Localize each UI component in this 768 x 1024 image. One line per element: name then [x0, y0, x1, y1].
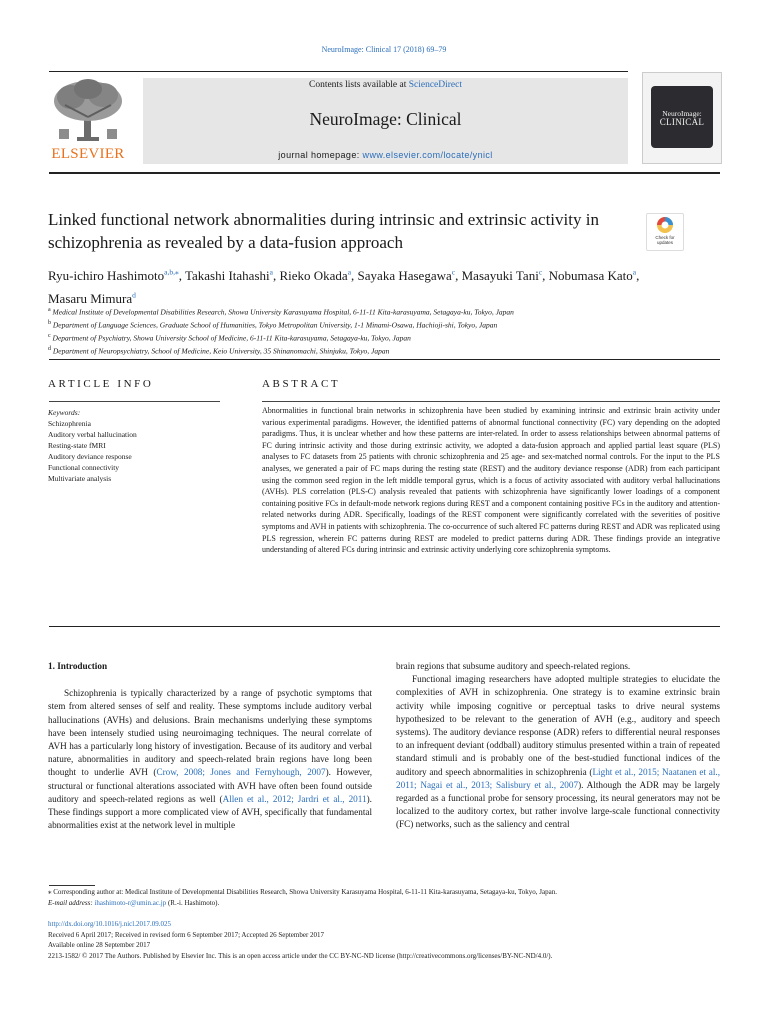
keyword-item: Schizophrenia [48, 419, 91, 428]
doi-link[interactable]: http://dx.doi.org/10.1016/j.nicl.2017.09.025 [48, 920, 171, 928]
author-name: Masayuki Tani [461, 268, 539, 284]
contents-line [143, 80, 628, 90]
affiliation-label: a [48, 307, 51, 313]
paragraph-text: ). Although the ADR may be largely regarded as a functional probe for sensory processing, its neural generators may not be localized to the auditory cortex, but rather involve large-scale functional connectivity (FC) networks, such as the saliency and central [396, 779, 720, 830]
keywords-block [48, 407, 218, 484]
keyword-item: Multivariate analysis [48, 474, 112, 483]
journal-cover-text [653, 110, 711, 126]
license-line: 2213-1582/ © 2017 The Authors. Published by Elsevier Inc. This is an open access article under the CC BY-NC-ND license (http://creativecommons.org/licenses/BY-NC-ND/4.0/). [48, 951, 553, 960]
author-name: Takashi Itahashi [184, 268, 270, 284]
author-affil-sup[interactable]: a [632, 268, 637, 277]
article-info-heading: ARTICLE INFO [48, 378, 154, 390]
journal-cover-image[interactable] [642, 72, 722, 164]
author-affil-sup[interactable]: c [538, 268, 543, 277]
check-updates-icon [647, 214, 683, 236]
affiliation-text: Department of Neuropsychiatry, School of Medicine, Keio University, 35 Shinanomachi, Shinjuku, Tokyo, Japan [52, 346, 390, 356]
author-entry[interactable] [279, 268, 357, 283]
author-name: Rieko Okada [279, 268, 348, 284]
affiliation-item [48, 318, 688, 331]
body-paragraph [48, 687, 372, 832]
affiliation-label: c [48, 333, 51, 339]
citation-link[interactable]: Allen et al., 2012; Jardri et al., 2011 [222, 793, 367, 804]
author-affil-sup[interactable]: c [451, 268, 456, 277]
abstract-text: Abnormalities in functional brain networks in schizophrenia have been studied by examining intrinsic and extrinsic brain activity under various experimental paradigms. However, the identified patterns of abnormal functional connectivity (FC) vary depending on the adopted paradigms. Thus, it is unclear whether and how these patterns are inter-related. In order to assess relationships between abnormal patterns of FC during intrinsic activity and those during extrinsic activity, we adopted a data-fusion approach and applied partial least square (PLS) analyses to FC datasets from 25 patients with chronic schizophrenia and 25 age- and sex-matched normal controls. For the input to the PLS analyses, we generated a pair of FC maps during the resting state (REST) and the auditory deviance response (ADR) from each participant using the common seed region in the left middle temporal gyrus, which is a focus of activity associated with auditory verbal hallucinations (AVHs). PLS correlation (PLS-C) analysis revealed that patients with schizophrenia have significantly lower loadings of a component containing positive FCs in default-mode network regions during REST and a component containing positive FCs in the auditory and attention-related networks during ADR. Specifically, loadings of the REST component were significantly correlated with the severities of positive symptoms and AVH in patients with schizophrenia. The co-occurrence of such altered FC patterns during REST and ADR was replicated using PLS regression, wherein FC patterns during REST are modeled to predict patterns during ADR. These findings provide an integrative understanding of altered FCs during intrinsic and extrinsic activity underlying core schizophrenia symptoms. [262, 406, 720, 555]
section-divider [49, 359, 720, 360]
homepage-label: journal homepage: [278, 150, 363, 160]
elsevier-tree-icon [47, 77, 129, 145]
affiliation-text: Department of Psychiatry, Showa University School of Medicine, 6-11-11 Kita-karasuyama, Setagaya-ku, Tokyo, Japan [52, 333, 411, 343]
introduction-heading: 1. Introduction [48, 661, 108, 671]
article-info-rule [49, 401, 220, 402]
author-affil-sup[interactable]: a,b,⁎ [164, 268, 179, 277]
author-separator: , [636, 268, 640, 284]
email-owner: (R.-i. Hashimoto). [166, 899, 220, 907]
affiliation-item [48, 331, 688, 344]
article-metadata [48, 919, 738, 961]
paragraph-text: ). These findings support a more complicated view of AVH, specifically that fundamental abnormalities exist at the network level in multiple [48, 793, 372, 831]
author-affil-sup[interactable]: a [269, 268, 273, 277]
keyword-item: Resting-state fMRI [48, 441, 106, 450]
footnote-rule [49, 885, 95, 886]
author-entry[interactable] [48, 268, 185, 283]
affiliation-item [48, 305, 688, 318]
corresponding-author-note: ⁎ Corresponding author at: Medical Institute of Developmental Disabilities Research, Showa University Karasuyama Hospital, 6-11-11 Kita-karasuyama, Setagaya-ku, Tokyo, Japan. [48, 888, 557, 896]
keyword-item: Auditory deviance response [48, 452, 132, 461]
paragraph-text: Functional imaging researchers have adopted multiple strategies to elucidate the complexities of AVH in schizophrenia. One strategy is to examine extrinsic brain activity while imposing cognitive or perceptual tasks to drive neural systems hypothesized to be relevant to the generation of AVH (e.g., auditory and speech systems). The auditory deviance response (ADR) refers to differential neural responses to an infrequent deviant (oddball) auditory stimulus presented within a train of repeated standard stimuli and is probably one of the best-studied functional indices of the auditory and speech abnormalities in schizophrenia ( [396, 674, 720, 777]
author-list [48, 263, 648, 308]
affiliation-item [48, 344, 688, 357]
body-paragraph [396, 673, 720, 831]
header-bottom-rule [49, 172, 720, 174]
author-entry[interactable] [358, 268, 462, 283]
affiliation-text: Department of Language Sciences, Graduate School of Humanities, Tokyo Metropolitan University, 1-1 Minami-Osawa, Hachioji-shi, Tokyo, Japan [52, 320, 498, 330]
elsevier-logo[interactable] [47, 77, 129, 163]
author-affil-sup[interactable]: a [347, 268, 352, 277]
footnotes [48, 887, 728, 909]
elsevier-wordmark: ELSEVIER [51, 146, 125, 162]
check-updates-label: Check for updates [655, 235, 675, 245]
body-paragraph: brain regions that subsume auditory and speech-related regions. [396, 661, 631, 671]
author-name: Ryu-ichiro Hashimoto [48, 268, 165, 284]
author-entry[interactable] [48, 291, 136, 306]
keyword-item: Functional connectivity [48, 463, 120, 472]
check-for-updates-badge[interactable] [646, 213, 684, 251]
author-name: Nobumasa Kato [548, 268, 633, 284]
cover-title-line2: CLINICAL [659, 117, 705, 127]
section-divider [49, 626, 720, 627]
author-affil-sup[interactable]: d [132, 290, 136, 300]
paragraph-text: Schizophrenia is typically characterized by a range of psychotic symptoms that stem from altered senses of self and reality. These symptoms include auditory verbal hallucinations (AVHs) and delusions. Brain mechanisms underlying these symptoms have been intensely studied using neuroimaging techniques. The neural correlate of AVH has a particularly long history of investigation. Because of its auditory and verbal nature, abnormalities in auditory and speech-related brain regions have long been thought to underlie AVH ( [48, 688, 372, 778]
journal-cover-panel [651, 86, 713, 148]
body-column-right [396, 660, 720, 832]
contents-prefix: Contents lists available at [308, 80, 409, 90]
keywords-label: Keywords: [48, 408, 81, 417]
article-title: Linked functional network abnormalities during intrinsic and extrinsic activity in schizophrenia as revealed by a data-fusion approach [48, 210, 599, 252]
author-separator: , [351, 268, 358, 284]
cover-title-line1: NeuroImage: [662, 109, 702, 118]
affiliation-text: Medical Institute of Developmental Disabilities Research, Showa University Karasuyama Hospital, 6-11-11 Kita-karasuyama, Setagaya-ku, Tokyo, Japan [52, 307, 514, 317]
received-dates: Received 6 April 2017; Received in revised form 6 September 2017; Accepted 26 September 2017 [48, 930, 325, 939]
author-name: Masaru Mimura [48, 290, 133, 306]
homepage-link[interactable]: www.elsevier.com/locate/ynicl [362, 150, 493, 160]
journal-homepage-line [143, 150, 628, 160]
author-separator: , [542, 268, 549, 284]
author-separator: , [455, 268, 462, 284]
author-name: Sayaka Hasegawa [357, 268, 452, 284]
abstract-rule [262, 401, 720, 402]
journal-reference-link[interactable]: NeuroImage: Clinical 17 (2018) 69–79 [321, 45, 447, 54]
email-line [48, 898, 728, 909]
body-column-left [48, 660, 372, 832]
journal-title: NeuroImage: Clinical [309, 109, 462, 129]
author-separator: , [272, 268, 280, 284]
journal-header-box [143, 78, 628, 164]
affiliation-label: b [48, 320, 51, 326]
affiliation-label: d [48, 346, 51, 352]
header-top-rule [49, 71, 628, 72]
email-link[interactable]: ihashimoto-r@umin.ac.jp [94, 899, 167, 907]
abstract-heading: ABSTRACT [262, 378, 341, 390]
keyword-item: Auditory verbal hallucination [48, 430, 137, 439]
author-entry[interactable] [549, 268, 640, 283]
email-label: E-mail address: [48, 899, 93, 907]
affiliation-list [48, 305, 688, 357]
paragraph-text: ). However, structural or functional alterations associated with AVH have often been found outside auditory and speech-related regions as well ( [48, 767, 372, 804]
sciencedirect-link[interactable]: ScienceDirect [408, 80, 462, 90]
available-online: Available online 28 September 2017 [48, 941, 151, 949]
citation-link[interactable]: Light et al., 2015; Naatanen et al., 2011; Nagai et al., 2013; Salisbury et al., 2007 [396, 766, 720, 790]
citation-link[interactable]: Crow, 2008; Jones and Fernyhough, 2007 [156, 767, 326, 778]
author-entry[interactable] [462, 268, 549, 283]
author-separator: , [178, 268, 185, 284]
author-entry[interactable] [185, 268, 280, 283]
